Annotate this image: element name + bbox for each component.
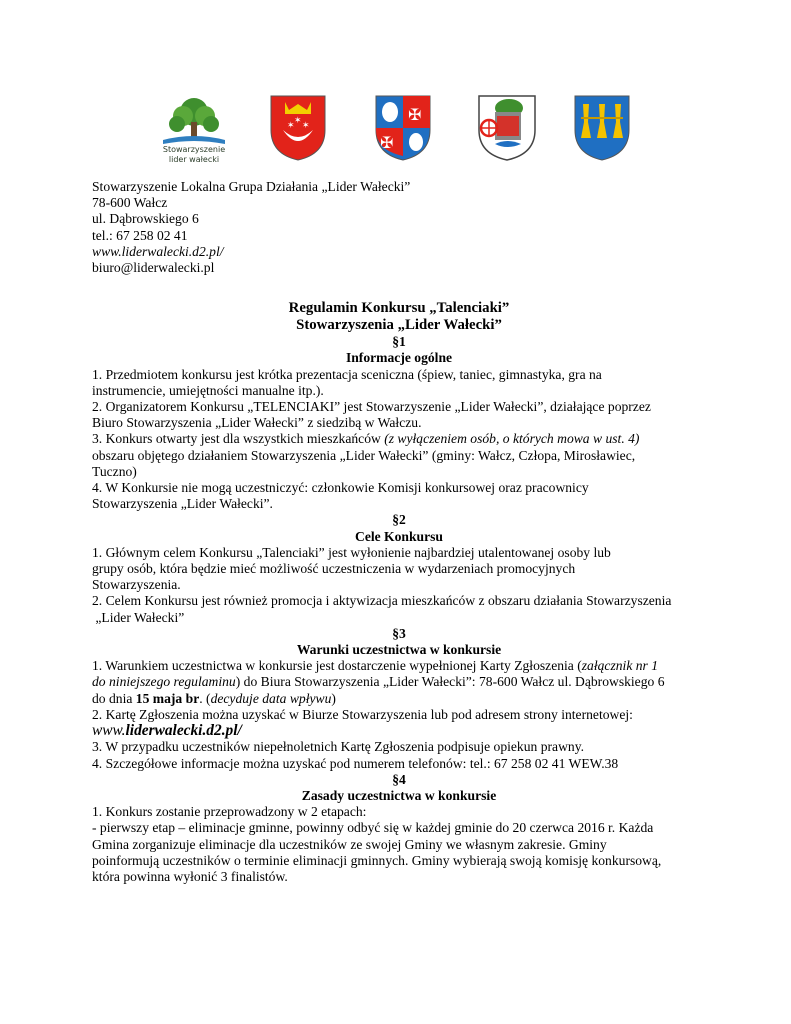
crest-gmina-icon bbox=[372, 92, 434, 162]
s1-p2-line2: Biuro Stowarzyszenia „Lider Wałecki” z siedzibą w Wałczu. bbox=[92, 415, 422, 431]
s3-p1-text5: ) bbox=[331, 690, 336, 706]
website-link[interactable]: www.liderwalecki.d2.pl/ bbox=[92, 243, 224, 259]
s3-p1-line2 bbox=[92, 674, 706, 690]
s4-p1: 1. Konkurs zostanie przeprowadzony w 2 etapach: bbox=[92, 804, 367, 820]
s4-p2-line4: która powinna wyłonić 3 finalistów. bbox=[92, 868, 288, 884]
s1-p4-line1: 4. W Konkursie nie mogą uczestniczyć: członkowie Komisji konkursowej oraz pracownicy bbox=[92, 480, 589, 496]
s1-p1-line1: 1. Przedmiotem konkursu jest krótka prezentacja sceniczna (śpiew, taniec, gimnastyka, gra na bbox=[92, 366, 602, 382]
logo-text-line2: lider wałecki bbox=[168, 155, 220, 164]
s3-p1-italic3: decyduje data wpływu bbox=[210, 690, 332, 706]
svg-text:✶: ✶ bbox=[294, 116, 302, 126]
s1-p3-italic: (z wyłączeniem osób, o których mowa w ust. 4) bbox=[384, 431, 640, 447]
s4-p2-line3: poinformują uczestników o terminie eliminacji gminnych. Gminy wybierają swoją komisję konkursową, bbox=[92, 852, 662, 868]
document-title-line2: Stowarzyszenia „Lider Wałecki” bbox=[296, 317, 502, 334]
crest-miroslawiec-icon bbox=[571, 92, 633, 162]
s2-p2-line2: „Lider Wałecki” bbox=[92, 609, 185, 625]
section-4-heading: Zasady uczestnictwa w konkursie bbox=[301, 787, 497, 803]
s3-p1-date: 15 maja br bbox=[135, 690, 200, 706]
lider-walecki-logo bbox=[155, 88, 233, 168]
s3-p2: 2. Kartę Zgłoszenia można uzyskać w Biurze Stowarzyszenia lub pod adresem strony internetowej: bbox=[92, 706, 633, 722]
section-3-heading: Warunki uczestnictwa w konkursie bbox=[296, 642, 502, 658]
s1-p4-line2: Stowarzyszenia „Lider Wałecki”. bbox=[92, 496, 273, 512]
s2-p1-line3: Stowarzyszenia. bbox=[92, 577, 181, 593]
s1-p3-line3: Tuczno) bbox=[92, 463, 137, 479]
s3-p3: 3. W przypadku uczestników niepełnoletnich Kartę Zgłoszenia podpisuje opiekun prawny. bbox=[92, 739, 585, 755]
section-1-number: §1 bbox=[392, 334, 406, 350]
s1-p1-line2: instrumencie, umiejętności manualne itp.). bbox=[92, 382, 324, 398]
section-3-number: §3 bbox=[392, 625, 406, 641]
s2-p1-line2: grupy osób, która będzie mieć możliwość uczestniczenia w wydarzeniach promocyjnych bbox=[92, 561, 576, 577]
org-name: Stowarzyszenie Lokalna Grupa Działania „Lider Wałecki” bbox=[92, 179, 411, 194]
postal-code: 78-600 Wałcz bbox=[92, 195, 168, 211]
document-title-line1: Regulamin Konkursu „Talenciaki” bbox=[288, 300, 510, 317]
svg-text:✠: ✠ bbox=[380, 133, 394, 152]
logo-row bbox=[0, 88, 791, 168]
street: ul. Dąbrowskiego 6 bbox=[92, 211, 199, 227]
s3-p1-line3 bbox=[92, 691, 706, 707]
s3-p1-text3: do dnia bbox=[92, 690, 136, 706]
document-body bbox=[92, 179, 706, 885]
address-block bbox=[92, 179, 706, 276]
svg-text:✠: ✠ bbox=[408, 105, 422, 124]
s2-p1-line1: 1. Głównym celem Konkursu „Talenciaki” jest wyłonienie najbardziej utalentowanej osoby lub bbox=[92, 544, 611, 560]
section-1-heading: Informacje ogólne bbox=[345, 350, 453, 366]
crest-tuczno-icon bbox=[475, 92, 539, 162]
s3-p1-italic1: załącznik nr 1 bbox=[581, 658, 659, 674]
s4-p2-line1: - pierwszy etap – eliminacje gminne, powinny odbyć się w każdej gminie do 20 czerwca 2016 r. Każda bbox=[92, 820, 654, 836]
svg-text:✶: ✶ bbox=[287, 121, 295, 131]
phone: tel.: 67 258 02 41 bbox=[92, 227, 188, 243]
svg-text:✶: ✶ bbox=[302, 121, 310, 131]
s3-link[interactable] bbox=[92, 723, 706, 739]
s3-p1-line1 bbox=[92, 658, 706, 674]
section-2-number: §2 bbox=[392, 512, 406, 528]
s3-link-prefix[interactable]: www. bbox=[92, 722, 126, 740]
s3-p1-italic2: do niniejszego regulaminu bbox=[92, 674, 236, 690]
s2-p2-line1: 2. Celem Konkursu jest również promocja i aktywizacja mieszkańców z obszaru działania Stowarzyszenia bbox=[92, 593, 672, 609]
s3-p1-text4: . ( bbox=[199, 690, 211, 706]
s1-p2-line1: 2. Organizatorem Konkursu „TELENCIAKI” jest Stowarzyszenie „Lider Wałecki”, działające poprzez bbox=[92, 399, 651, 415]
section-2-heading: Cele Konkursu bbox=[355, 528, 443, 544]
s3-p1-text: 1. Warunkiem uczestnictwa w konkursie jest dostarczenie wypełnionej Karty Zgłoszenia ( bbox=[92, 658, 582, 674]
s3-p4: 4. Szczegółowe informacje można uzyskać pod numerem telefonów: tel.: 67 258 02 41 WEW.38 bbox=[92, 755, 619, 771]
section-4-number: §4 bbox=[392, 771, 406, 787]
s3-p1-text2: ) do Biura Stowarzyszenia „Lider Wałecki”: 78-600 Wałcz ul. Dąbrowskiego 6 bbox=[235, 674, 665, 690]
crest-walcz-icon bbox=[267, 92, 329, 162]
email-address[interactable]: biuro@liderwalecki.pl bbox=[92, 260, 215, 276]
s1-p3-line2: obszaru objętego działaniem Stowarzyszenia „Lider Wałecki” (gminy: Wałcz, Człopa, Mirosławiec, bbox=[92, 447, 636, 463]
s1-p3-text: 3. Konkurs otwarty jest dla wszystkich mieszkańców bbox=[92, 431, 385, 447]
s1-p3-line1 bbox=[92, 431, 706, 447]
s4-p2-line2: Gmina zorganizuje eliminacje dla uczestników ze swojej Gminy we własnym zakresie. Gminy bbox=[92, 836, 607, 852]
s3-link-domain[interactable]: liderwalecki.d2.pl/ bbox=[125, 722, 242, 740]
logo-text-line1: Stowarzyszenie bbox=[162, 145, 226, 154]
